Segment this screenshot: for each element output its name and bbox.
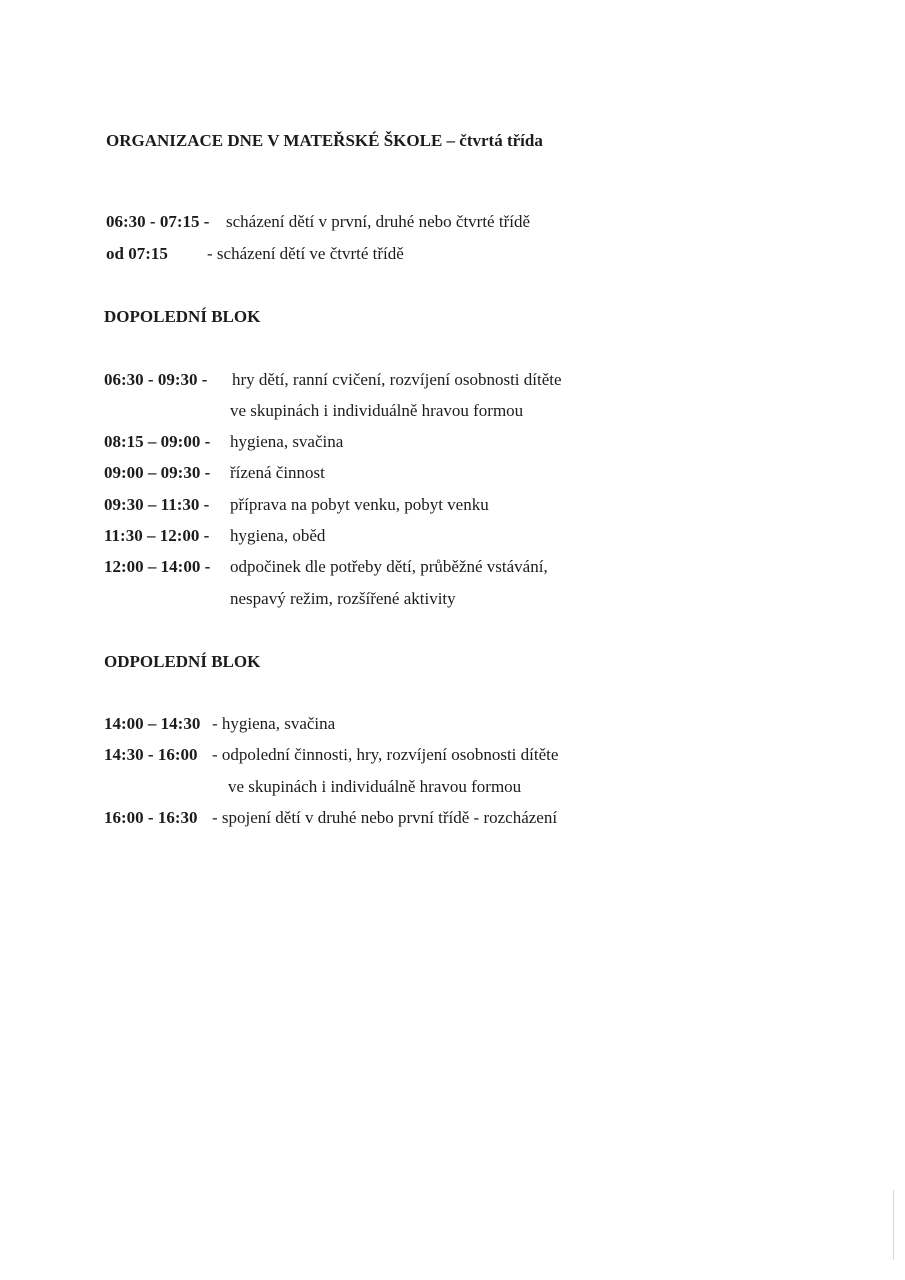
schedule-text: řízená činnost (230, 463, 325, 482)
schedule-text: hygiena, svačina (230, 432, 344, 451)
schedule-text: - spojení dětí v druhé nebo první třídě - rozcházení (212, 808, 558, 827)
schedule-text: odpočinek dle potřeby dětí, průběžné vstávání, (230, 557, 548, 576)
schedule-time: 09:30 – 11:30 - (104, 495, 210, 514)
schedule-time: 06:30 - 09:30 - (104, 370, 208, 389)
morning-heading: DOPOLEDNÍ BLOK (104, 307, 261, 326)
arrival-text: - scházení dětí ve čtvrté třídě (207, 244, 404, 263)
schedule-text: - hygiena, svačina (212, 714, 336, 733)
schedule-text: příprava na pobyt venku, pobyt venku (230, 495, 489, 514)
schedule-text: ve skupinách i individuálně hravou formou (230, 401, 524, 420)
document-title: ORGANIZACE DNE V MATEŘSKÉ ŠKOLE – čtvrtá třída (106, 131, 543, 150)
schedule-time: 12:00 – 14:00 - (104, 557, 211, 576)
afternoon-heading: ODPOLEDNÍ BLOK (104, 652, 261, 671)
schedule-text: nespavý režim, rozšířené aktivity (230, 589, 456, 608)
schedule-time: 16:00 - 16:30 (104, 808, 198, 827)
schedule-time: 11:30 – 12:00 - (104, 526, 210, 545)
arrival-text: scházení dětí v první, druhé nebo čtvrté třídě (226, 212, 530, 231)
schedule-text: hygiena, oběd (230, 526, 326, 545)
schedule-text: - odpolední činnosti, hry, rozvíjení osobnosti dítěte (212, 745, 559, 764)
arrival-time: 06:30 - 07:15 - (106, 212, 210, 231)
arrival-time: od 07:15 (106, 244, 168, 263)
schedule-time: 09:00 – 09:30 - (104, 463, 211, 482)
schedule-time: 14:30 - 16:00 (104, 745, 198, 764)
scan-edge-line (893, 1190, 894, 1260)
schedule-time: 08:15 – 09:00 - (104, 432, 211, 451)
schedule-time: 14:00 – 14:30 (104, 714, 201, 733)
schedule-text: hry dětí, ranní cvičení, rozvíjení osobnosti dítěte (232, 370, 562, 389)
schedule-text: ve skupinách i individuálně hravou formou (228, 777, 522, 796)
